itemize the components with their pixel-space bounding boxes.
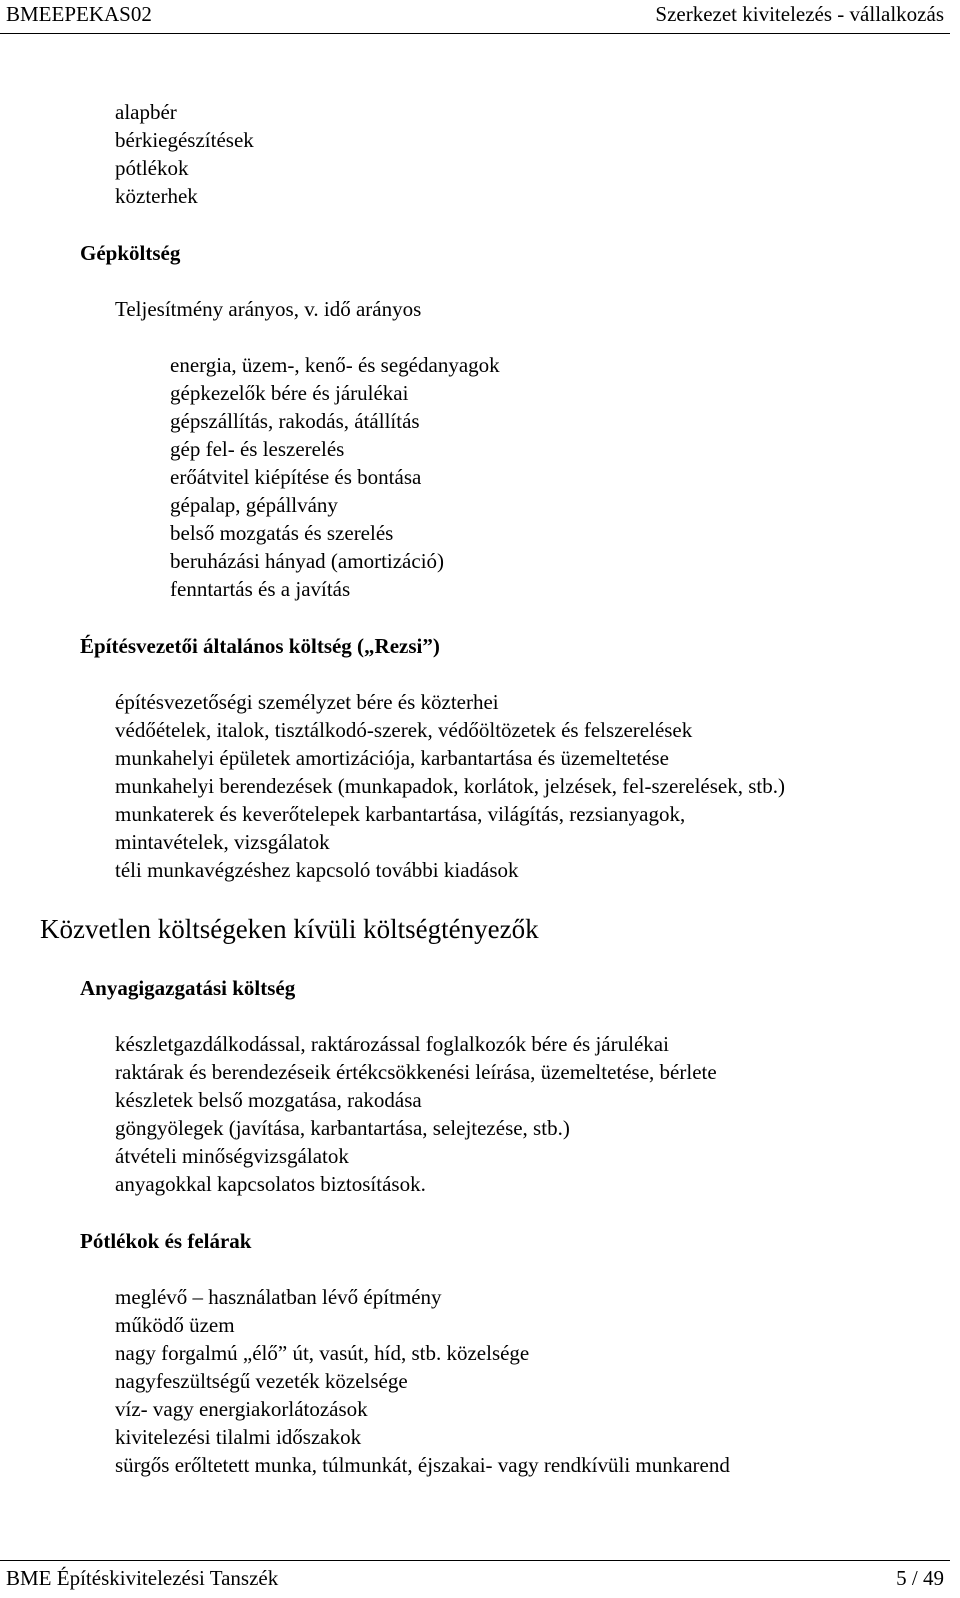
list-item: energia, üzem-, kenő- és segédanyagok	[170, 353, 500, 377]
list-item: téli munkavégzéshez kapcsoló további kiadások	[115, 858, 519, 882]
list-item: pótlékok	[115, 156, 189, 180]
course-code: BMEEPEKAS02	[6, 2, 152, 26]
page-footer	[0, 1560, 950, 1598]
section-heading-anyag: Anyagigazgatási költség	[80, 976, 296, 1000]
list-item: meglévő – használatban lévő építmény	[115, 1285, 442, 1309]
section-heading-gepkoltseg: Gépköltség	[80, 241, 181, 265]
list-item: építésvezetőségi személyzet bére és közterhei	[115, 690, 499, 714]
list-item: gépkezelők bére és járulékai	[170, 381, 409, 405]
section-title: Közvetlen költségeken kívüli költségtényezők	[40, 914, 539, 944]
list-item: működő üzem	[115, 1313, 235, 1337]
list-item: készletgazdálkodással, raktározással foglalkozók bére és járulékai	[115, 1032, 669, 1056]
list-item: kivitelezési tilalmi időszakok	[115, 1425, 362, 1449]
list-item: fenntartás és a javítás	[170, 577, 351, 601]
subheading: Teljesítmény arányos, v. idő arányos	[115, 297, 422, 321]
list-item: víz- vagy energiakorlátozások	[115, 1397, 368, 1421]
section-heading-potlekok: Pótlékok és felárak	[80, 1229, 252, 1253]
department-name: BME Építéskivitelezési Tanszék	[6, 1566, 279, 1590]
list-item: közterhek	[115, 184, 198, 208]
list-item: mintavételek, vizsgálatok	[115, 830, 330, 854]
list-item: munkahelyi épületek amortizációja, karbantartása és üzemeltetése	[115, 746, 669, 770]
list-item: raktárak és berendezéseik értékcsökkenési leírása, üzemeltetése, bérlete	[115, 1060, 717, 1084]
list-item: munkahelyi berendezések (munkapadok, korlátok, jelzések, fel-szerelések, stb.)	[115, 774, 785, 798]
list-item: gép fel- és leszerelés	[170, 437, 345, 461]
list-item: nagy forgalmú „élő” út, vasút, híd, stb. közelsége	[115, 1341, 530, 1365]
page-number: 5 / 49	[896, 1566, 944, 1590]
list-item: erőátvitel kiépítése és bontása	[170, 465, 422, 489]
list-item: sürgős erőltetett munka, túlmunkát, éjszakai- vagy rendkívüli munkarend	[115, 1453, 730, 1477]
list-item: átvételi minőségvizsgálatok	[115, 1144, 349, 1168]
list-item: munkaterek és keverőtelepek karbantartása, világítás, rezsianyagok,	[115, 802, 686, 826]
header-title: Szerkezet kivitelezés - vállalkozás	[655, 2, 944, 26]
page-header	[0, 0, 950, 34]
list-item: védőételek, italok, tisztálkodó-szerek, védőöltözetek és felszerelések	[115, 718, 693, 742]
section-heading-rezsi: Építésvezetői általános költség („Rezsi”)	[80, 634, 440, 658]
list-item: gépalap, gépállvány	[170, 493, 338, 517]
list-item: nagyfeszültségű vezeték közelsége	[115, 1369, 408, 1393]
list-item: készletek belső mozgatása, rakodása	[115, 1088, 422, 1112]
list-item: anyagokkal kapcsolatos biztosítások.	[115, 1172, 426, 1196]
list-item: bérkiegészítések	[115, 128, 254, 152]
list-item: belső mozgatás és szerelés	[170, 521, 394, 545]
list-item: gépszállítás, rakodás, átállítás	[170, 409, 420, 433]
list-item: göngyölegek (javítása, karbantartása, selejtezése, stb.)	[115, 1116, 570, 1140]
list-item: alapbér	[115, 100, 177, 124]
list-item: beruházási hányad (amortizáció)	[170, 549, 445, 573]
